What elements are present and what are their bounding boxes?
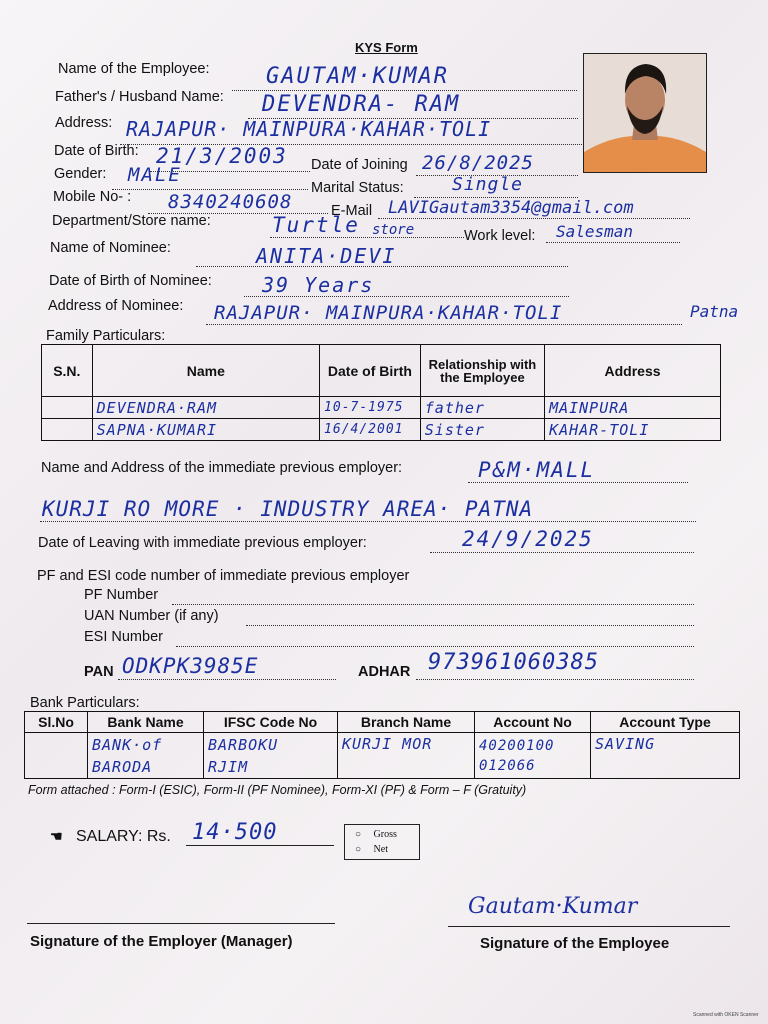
work-level-label: Work level: [464,228,536,244]
pf-number-line [172,588,694,605]
salary-label: SALARY: Rs. [76,828,171,845]
family-col-relation: Relationship with the Employee [420,345,544,397]
gender-label: Gender: [54,166,107,182]
account-line2: 012066 [479,757,536,774]
dob-label: Date of Birth: [54,143,139,159]
employer-signature-line [27,923,335,924]
father-name-label: Father's / Husband Name: [55,89,224,105]
family-row2-relation: Sister [420,419,544,441]
nominee-address-label: Address of Nominee: [48,298,184,314]
address-label: Address: [55,115,113,131]
forms-attached-note: Form attached : Form-I (ESIC), Form-II (PF Nominee), Form-XI (PF) & Form – F (Gratuity) [28,783,527,797]
leaving-date-label: Date of Leaving with immediate previous employer: [38,535,367,551]
email-label: E-Mail [331,203,373,219]
scanner-watermark: Scanned with OKEN Scanner [693,1012,759,1018]
prev-employer-address: KURJI RO MORE · INDUSTRY AREA· PATNA [42,497,534,521]
bank-row-branch: KURJI MOR [338,733,475,779]
adhar-value: 973961060385 [428,650,599,675]
work-level-value: Salesman [556,222,634,241]
bank-name-line2: BARODA [92,757,153,776]
bank-row-ifsc [204,733,338,779]
option-gross-label: Gross [373,829,397,840]
family-row1-dob: 10-7-1975 [320,397,421,419]
department-value: Turtle [272,213,360,237]
bank-row-account [475,733,591,779]
bank-col-branch: Branch Name [338,712,475,733]
salary-type-options [344,824,420,860]
table-row [42,419,721,441]
family-table [41,344,721,441]
department-suffix: store [372,222,415,238]
form-title: KYS Form [355,40,418,55]
doj-value: 26/8/2025 [422,152,534,174]
family-row1-relation: father [420,397,544,419]
ifsc-line2: RJIM [208,757,249,776]
employee-signature-label: Signature of the Employee [480,935,670,952]
family-row2-sn [42,419,93,441]
table-row [42,397,721,419]
option-net[interactable]: ○ Net [355,844,388,855]
family-row1-name: DEVENDRA·RAM [92,397,319,419]
marital-status-value: Single [452,174,524,195]
family-header-row [42,345,721,397]
family-row1-address: MAINPURA [545,397,721,419]
bank-header-row [25,712,740,733]
father-name-value: DEVENDRA- RAM [262,92,461,117]
bank-col-type: Account Type [591,712,740,733]
email-value: LAVIGautam3354@gmail.com [388,198,634,218]
employer-signature-label: Signature of the Employer (Manager) [30,933,293,950]
family-col-sn: S.N. [42,345,93,397]
mobile-label: Mobile No- : [53,189,132,205]
family-col-dob: Date of Birth [320,345,421,397]
bank-col-sl: Sl.No [25,712,88,733]
leaving-date-value: 24/9/2025 [462,527,594,551]
bank-col-account: Account No [475,712,591,733]
salary-value: 14·500 [192,820,278,845]
option-net-label: Net [373,844,388,855]
family-row2-name: SAPNA·KUMARI [92,419,319,441]
nominee-name-value: ANITA·DEVI [256,244,397,268]
hand-pointer-icon: ☚ [50,828,63,844]
gender-value: MALE [128,164,182,186]
nominee-address-suffix: Patna [690,302,739,321]
prev-employer-label: Name and Address of the immediate previous employer: [41,460,403,476]
marital-status-label: Marital Status: [311,180,404,196]
bank-heading: Bank Particulars: [30,695,140,711]
nominee-address-value: RAJAPUR· MAINPURA·KAHAR·TOLI [214,302,563,324]
ifsc-line1: BARBOKU [208,735,279,754]
dob-value: 21/3/2003 [156,144,288,168]
table-row [25,733,740,779]
bank-col-name: Bank Name [88,712,204,733]
family-col-address: Address [545,345,721,397]
option-gross[interactable]: ○ Gross [355,829,397,840]
mobile-value: 8340240608 [168,191,293,213]
doj-label: Date of Joining [311,157,408,173]
uan-number-label: UAN Number (if any) [84,608,219,624]
family-row1-sn [42,397,93,419]
account-line1: 40200100 [479,737,555,754]
pan-value: ODKPK3985E [122,654,259,678]
employee-signature: Gautam·Kumar [468,894,638,919]
employee-signature-line [448,926,730,927]
employee-name-label: Name of the Employee: [58,61,210,77]
pan-label: PAN [84,664,114,680]
bank-row-sl [25,733,88,779]
family-col-name: Name [92,345,319,397]
uan-number-line [246,609,694,626]
family-row2-address: KAHAR-TOLI [545,419,721,441]
family-heading: Family Particulars: [46,328,166,344]
esi-number-line [176,630,694,647]
family-row2-dob: 16/4/2001 [320,419,421,441]
bank-row-name [88,733,204,779]
department-label: Department/Store name: [52,213,211,229]
employee-photo [583,53,707,173]
nominee-dob-label: Date of Birth of Nominee: [49,273,212,289]
esi-number-label: ESI Number [84,629,163,645]
bank-row-type: SAVING [591,733,740,779]
pf-number-label: PF Number [84,587,159,603]
nominee-dob-value: 39 Years [262,273,375,297]
bank-table [24,711,740,779]
pf-esi-heading: PF and ESI code number of immediate previous employer [37,568,410,584]
adhar-label: ADHAR [358,664,411,680]
bank-col-ifsc: IFSC Code No [204,712,338,733]
employee-name-value: GAUTAM·KUMAR [266,64,449,89]
bank-name-line1: BANK·of [92,735,163,754]
prev-employer-name: P&M·MALL [478,458,596,482]
nominee-name-label: Name of Nominee: [50,240,171,256]
address-value: RAJAPUR· MAINPURA·KAHAR·TOLI [126,117,492,141]
